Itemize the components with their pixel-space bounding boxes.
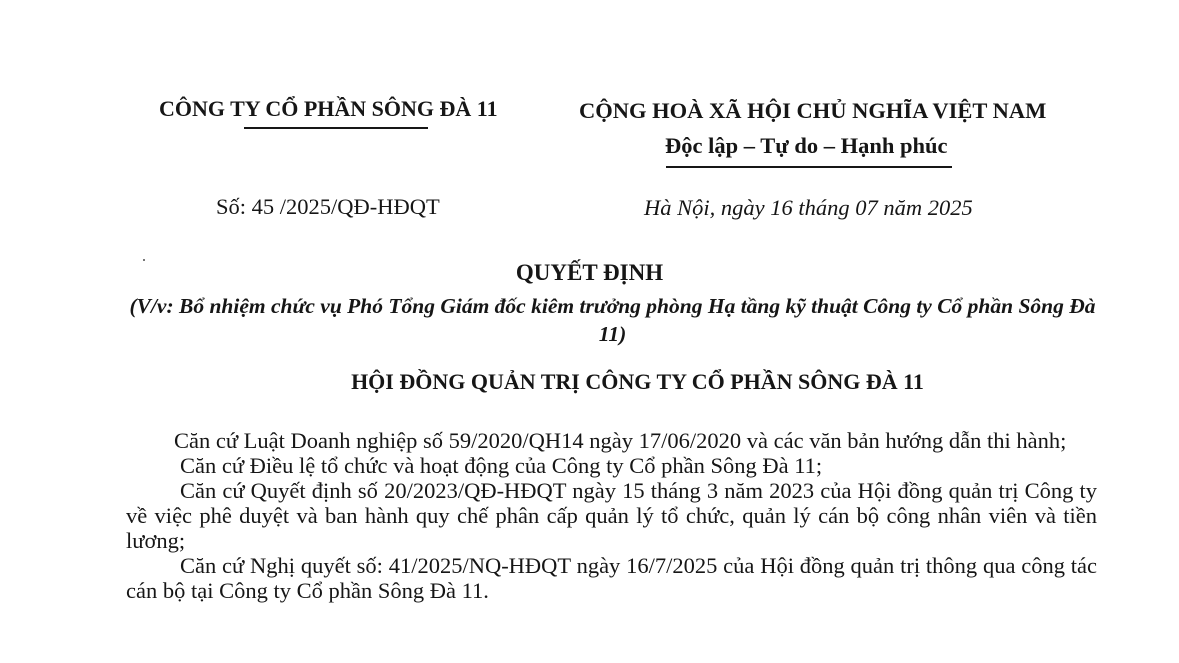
document-number: Số: 45 /2025/QĐ-HĐQT: [216, 194, 440, 219]
place-and-date: Hà Nội, ngày 16 tháng 07 năm 2025: [644, 195, 973, 220]
issuing-body: HỘI ĐỒNG QUẢN TRỊ CÔNG TY CỔ PHẦN SÔNG ĐÀ 11: [351, 369, 924, 394]
legal-basis-item: Căn cứ Quyết định số 20/2023/QĐ-HĐQT ngày 15 tháng 3 năm 2023 của Hội đồng quản trị Công ty về việc phê duyệt và ban hành quy chế phân cấp quản lý tổ chức, quản lý cán bộ công nhân viên và tiền lương;: [126, 478, 1097, 553]
legal-basis-item: Căn cứ Luật Doanh nghiệp số 59/2020/QH14 ngày 17/06/2020 và các văn bản hướng dẫn thi hành;: [174, 428, 1067, 453]
company-name: CÔNG TY CỔ PHẦN SÔNG ĐÀ 11: [159, 96, 498, 121]
legal-basis-item: Căn cứ Nghị quyết số: 41/2025/NQ-HĐQT ngày 16/7/2025 của Hội đồng quản trị thông qua công tác cán bộ tại Công ty Cổ phần Sông Đà 11.: [126, 553, 1097, 603]
national-motto: Độc lập – Tự do – Hạnh phúc: [665, 133, 948, 158]
decision-title: QUYẾT ĐỊNH: [515, 260, 664, 285]
legal-bases: [126, 428, 1097, 603]
legal-basis-item: Căn cứ Điều lệ tổ chức và hoạt động của Công ty Cổ phần Sông Đà 11;: [180, 453, 823, 478]
decision-subject: (V/v: Bổ nhiệm chức vụ Phó Tổng Giám đốc kiêm trưởng phòng Hạ tầng kỹ thuật Công ty Cổ phần Sông Đà 11): [129, 294, 1096, 346]
company-underline: [244, 127, 428, 129]
motto-underline: [666, 166, 952, 168]
nation-title: CỘNG HOÀ XÃ HỘI CHỦ NGHĨA VIỆT NAM: [579, 98, 1047, 123]
